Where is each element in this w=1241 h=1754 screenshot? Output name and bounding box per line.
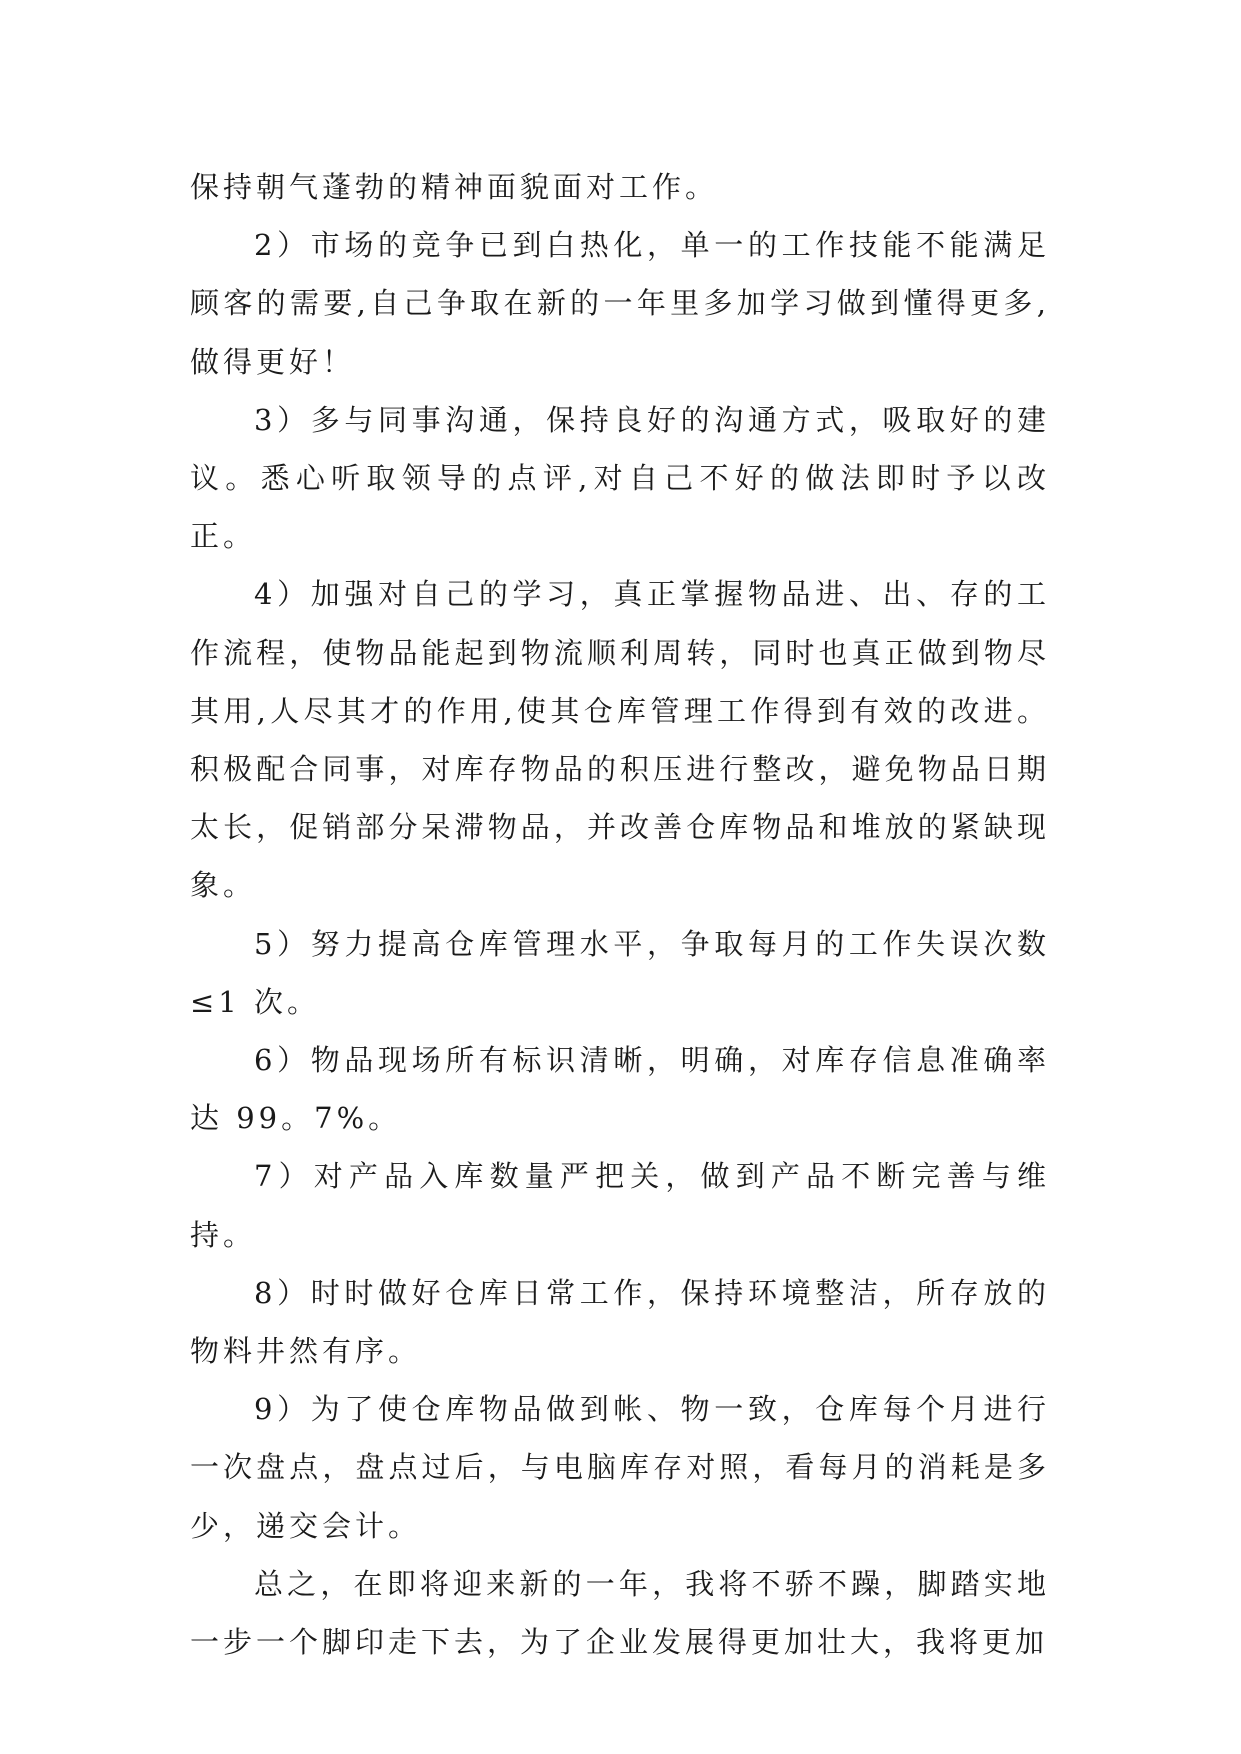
paragraph-continuation: 保持朝气蓬勃的精神面貌面对工作。 xyxy=(190,170,719,204)
paragraph-item-3: 3）多与同事沟通，保持良好的沟通方式，吸取好的建议。悉心听取领导的点评,对自己不好的做法即时予以改正。 xyxy=(190,402,1050,554)
paragraph-item-6: 6）物品现场所有标识清晰，明确，对库存信息准确率达 99。7%。 xyxy=(190,1043,1050,1136)
paragraph-conclusion: 总之，在即将迎来新的一年，我将不骄不躁，脚踏实地一步一个脚印走下去，为了企业发展得更加壮大，我将更加 xyxy=(190,1566,1050,1660)
paragraph-item-4: 4）加强对自己的学习，真正掌握物品进、出、存的工作流程，使物品能起到物流顺利周转，同时也真正做到物尽其用,人尽其才的作用,使其仓库管理工作得到有效的改进。积极配合同事，对库存物品的积压进行整改，避免物品日期太长，促销部分呆滞物品，并改善仓库物品和堆放的紧缺现象。 xyxy=(190,577,1050,903)
paragraph-item-7: 7）对产品入库数量严把关，做到产品不断完善与维持。 xyxy=(190,1159,1050,1252)
paragraph-item-9: 9）为了使仓库物品做到帐、物一致，仓库每个月进行一次盘点，盘点过后，与电脑库存对照，看每月的消耗是多少，递交会计。 xyxy=(190,1392,1050,1543)
paragraph-item-5: 5）努力提高仓库管理水平，争取每月的工作失误次数≤1 次。 xyxy=(190,926,1050,1019)
paragraph-item-2: 2）市场的竞争已到白热化，单一的工作技能不能满足顾客的需要,自己争取在新的一年里多加学习做到懂得更多,做得更好！ xyxy=(190,228,1050,379)
document-body xyxy=(190,158,1050,1671)
paragraph-item-8: 8）时时做好仓库日常工作，保持环境整洁，所存放的物料井然有序。 xyxy=(190,1275,1050,1369)
